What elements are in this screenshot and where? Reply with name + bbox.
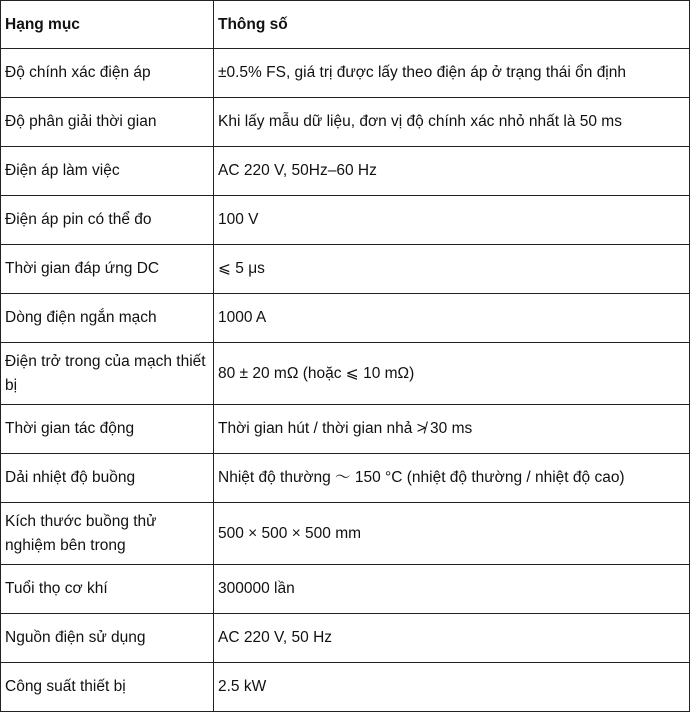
table-row [1, 663, 690, 712]
table-row [1, 49, 690, 98]
row-item: Kích thước buồng thử nghiệm bên trong [1, 503, 214, 565]
row-value: 1000 A [214, 294, 690, 343]
row-item: Độ phân giải thời gian [1, 98, 214, 147]
table-row [1, 614, 690, 663]
row-value: 2.5 kW [214, 663, 690, 712]
row-value: 500 × 500 × 500 mm [214, 503, 690, 565]
row-item: Dải nhiệt độ buồng [1, 454, 214, 503]
table-row [1, 294, 690, 343]
row-item: Điện áp pin có thể đo [1, 196, 214, 245]
header-value: Thông số [214, 1, 690, 49]
row-value: 80 ± 20 mΩ (hoặc ⩽ 10 mΩ) [214, 343, 690, 405]
row-value: ⩽ 5 μs [214, 245, 690, 294]
table-row [1, 454, 690, 503]
table-row [1, 196, 690, 245]
row-item: Dòng điện ngắn mạch [1, 294, 214, 343]
table-row [1, 245, 690, 294]
table-row [1, 343, 690, 405]
row-value: AC 220 V, 50Hz–60 Hz [214, 147, 690, 196]
header-item: Hạng mục [1, 1, 214, 49]
row-item: Độ chính xác điện áp [1, 49, 214, 98]
row-value: AC 220 V, 50 Hz [214, 614, 690, 663]
row-item: Điện trở trong của mạch thiết bị [1, 343, 214, 405]
row-item: Tuổi thọ cơ khí [1, 565, 214, 614]
row-item: Nguồn điện sử dụng [1, 614, 214, 663]
row-item: Công suất thiết bị [1, 663, 214, 712]
row-item: Điện áp làm việc [1, 147, 214, 196]
row-value: Nhiệt độ thường ～ 150 °C (nhiệt độ thường / nhiệt độ cao) [214, 454, 690, 503]
table-row [1, 98, 690, 147]
row-value: 100 V [214, 196, 690, 245]
table-header-row [1, 1, 690, 49]
table-row [1, 565, 690, 614]
row-value: Khi lấy mẫu dữ liệu, đơn vị độ chính xác nhỏ nhất là 50 ms [214, 98, 690, 147]
row-item: Thời gian đáp ứng DC [1, 245, 214, 294]
table-row [1, 147, 690, 196]
row-value: ±0.5% FS, giá trị được lấy theo điện áp ở trạng thái ổn định [214, 49, 690, 98]
table-row [1, 405, 690, 454]
row-value: Thời gian hút / thời gian nhả ≯ 30 ms [214, 405, 690, 454]
row-value: 300000 lần [214, 565, 690, 614]
table-row [1, 503, 690, 565]
row-item: Thời gian tác động [1, 405, 214, 454]
